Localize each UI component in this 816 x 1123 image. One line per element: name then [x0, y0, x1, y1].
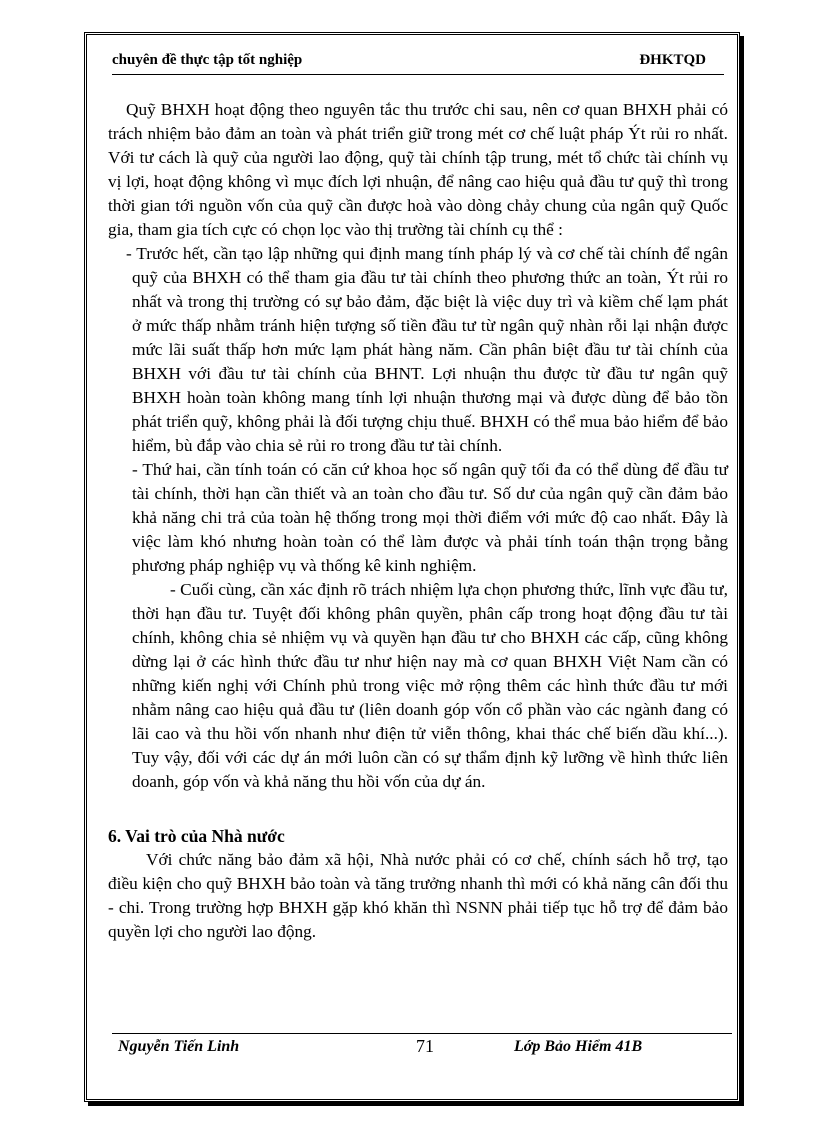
- page-border-shadow-bottom: [88, 1102, 744, 1106]
- footer-class: Lớp Bảo Hiểm 41B: [514, 1038, 643, 1055]
- section-paragraph: Với chức năng bảo đảm xã hội, Nhà nước phải có cơ chế, chính sách hỗ trợ, tạo điều kiện cho quỹ BHXH bảo toàn và tăng trưởng nhanh thì mới có khả năng cân đối thu - chi. Trong trường hợp BHXH gặp khó khăn thì NSNN phải tiếp tục hỗ trợ để đảm bảo quyền lợi cho người lao động.: [108, 850, 728, 941]
- page-footer: [112, 1038, 732, 1060]
- footer-author: Nguyễn Tiến Linh: [118, 1038, 240, 1055]
- header-right-title: ĐHKTQD: [639, 52, 706, 68]
- section-heading: 6. Vai trò của Nhà nước: [108, 826, 285, 846]
- bullet-paragraph-second: - Thứ hai, cần tính toán có căn cứ khoa học số ngân quỹ tối đa có thể dùng để đầu tư tài chính, thời hạn cần thiết và an toàn cho đầu tư. Số dư của ngân quỹ cần đảm bảo khả năng chi trả của toàn hệ thống trong mọi thời điểm với mức độ cao nhất. Đây là việc làm khó nhưng hoàn toàn có thể làm được và phải tính toán thận trọng bằng phương pháp nghiệp vụ và thống kê kinh nghiệm.: [132, 460, 728, 575]
- document-body: [108, 98, 728, 944]
- page-header: [112, 52, 724, 74]
- page-border-shadow-right: [740, 36, 744, 1106]
- header-left-title: chuyên đề thực tập tốt nghiệp: [112, 52, 303, 68]
- page-number: 71: [416, 1036, 434, 1056]
- bullet-paragraph-first: - Trước hết, cần tạo lập những qui định mang tính pháp lý và cơ chế tài chính để ngân quỹ của BHXH có thể tham gia đầu tư tài chính theo phương thức an toàn, Ýt rủi ro nhất và trong thị trường có sự bảo đảm, đặc biệt là việc duy trì và kiềm chế lạm phát ở mức thấp nhằm tránh hiện tượng số tiền đầu tư từ ngân quỹ nhàn rỗi lại nhận được mức lãi suất thấp hơn mức lạm phát hàng năm. Cần phân biệt đầu tư tài chính của BHXH với đầu tư tài chính của BHNT. Lợi nhuận thu được từ đầu tư ngân quỹ BHXH hoàn toàn không mang tính lợi nhuận thương mại và được dùng để bảo tồn phát triển quỹ, không phải là đối tượng chịu thuế. BHXH có thể mua bảo hiểm để bảo hiểm, bù đắp vào chia sẻ rủi ro trong đầu tư tài chính.: [126, 244, 728, 455]
- intro-paragraph: Quỹ BHXH hoạt động theo nguyên tắc thu trước chi sau, nên cơ quan BHXH phải có trách nhiệm bảo đảm an toàn và phát triển giữ trong mét cơ chế luật pháp Ýt rủi ro nhất. Với tư cách là quỹ của người lao động, quỹ tài chính tập trung, mét tổ chức tài chính vụ vị lợi, hoạt động không vì mục đích lợi nhuận, để nâng cao hiệu quả đầu tư quỹ thì trong thời gian tới nguồn vốn của quỹ cần được hoà vào dòng chảy chung của ngân quỹ Quốc gia, tham gia tích cực có chọn lọc vào thị trường tài chính cụ thể :: [108, 100, 728, 239]
- bullet-paragraph-last: - Cuối cùng, cần xác định rõ trách nhiệm lựa chọn phương thức, lĩnh vực đầu tư, thời hạn đầu tư. Tuyệt đối không phân quyền, phân cấp trong hoạt động đầu tư tài chính, không chia sẻ nhiệm vụ và quyền hạn đầu tư cho BHXH các cấp, cũng không dừng lại ở các hình thức đầu tư như hiện nay mà cơ quan BHXH Việt Nam cần có những kiến nghị với Chính phủ trong việc mở rộng thêm các hình thức đầu tư mới nhằm nâng cao hiệu quả đầu tư (liên doanh góp vốn cổ phần vào các ngành đang có lãi cao và thu hồi vốn nhanh như điện tử viễn thông, khai thác chế biến dầu khí...). Tuy vậy, đối với các dự án mới luôn cần có sự thẩm định kỹ lưỡng về hình thức liên doanh, góp vốn và khả năng thu hồi vốn của dự án.: [132, 580, 728, 791]
- header-divider: [112, 74, 724, 75]
- footer-divider: [112, 1033, 732, 1034]
